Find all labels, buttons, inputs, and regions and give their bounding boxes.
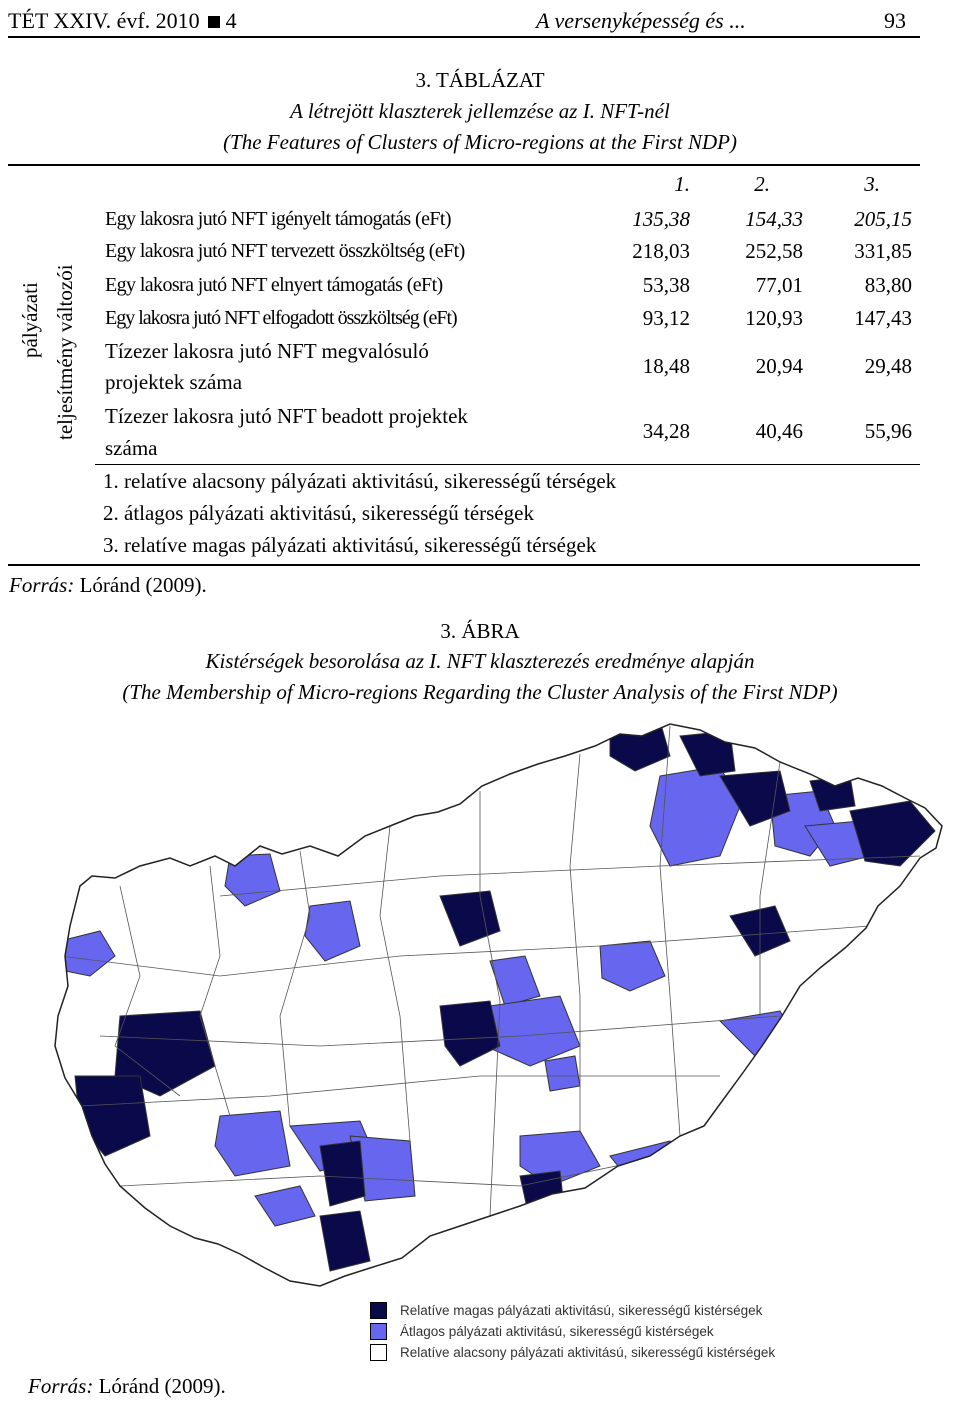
cluster-definition: 3. relatíve magas pályázati aktivitású, sikerességű térségek: [103, 533, 597, 557]
table-cell: 29,48: [864, 354, 912, 378]
row-label: projektek száma: [105, 370, 243, 394]
figure-title-en: (The Membership of Micro-regions Regarding the Cluster Analysis of the First NDP): [122, 680, 838, 704]
table-source: Forrás: Lóránd (2009).: [9, 573, 207, 597]
table-cell: 40,46: [755, 419, 803, 443]
table-cell: 34,28: [642, 419, 690, 443]
row-label: Egy lakosra jutó NFT elfogadott összköltség (eFt): [105, 307, 457, 329]
column-header-3: 3.: [864, 172, 880, 196]
running-title: A versenyképesség és ...: [536, 8, 746, 33]
table-cell: 135,38: [632, 207, 690, 231]
figure-title-hu: Kistérségek besorolása az I. NFT klaszterezés eredménye alapján: [205, 649, 755, 673]
cluster-definition: 2. átlagos pályázati aktivitású, sikerességű térségek: [103, 501, 534, 525]
side-label-line2: teljesítmény változói: [53, 264, 77, 440]
micro-region-map: [20, 716, 950, 1301]
table-label: 3. TÁBLÁZAT: [415, 68, 545, 92]
table-cell: 331,85: [854, 239, 912, 263]
table-title-hu: A létrejött klaszterek jellemzése az I. NFT-nél: [290, 99, 670, 123]
figure-label: 3. ÁBRA: [440, 619, 520, 643]
row-label: Tízezer lakosra jutó NFT megvalósuló: [105, 339, 429, 363]
map-legend: Relatíve magas pályázati aktivitású, sikerességű kistérségek Átlagos pályázati aktivitású, sikerességű kistérségek Relatíve alacsony pályázati aktivitású, sikerességű kistérségek: [370, 1298, 930, 1364]
table-cell: 218,03: [632, 239, 690, 263]
table-title-en: (The Features of Clusters of Micro-regions at the First NDP): [223, 130, 737, 154]
journal-info: TÉT XXIV. évf. 2010 4: [8, 8, 237, 33]
table-bottom-rule: [8, 564, 920, 566]
legend-swatch: [370, 1323, 387, 1340]
row-label: Egy lakosra jutó NFT igényelt támogatás (eFt): [105, 208, 451, 230]
table-cell: 252,58: [745, 239, 803, 263]
row-label: Egy lakosra jutó NFT elnyert támogatás (eFt): [105, 274, 443, 296]
table-cell: 18,48: [642, 354, 690, 378]
legend-swatch: [370, 1344, 387, 1361]
table-cell: 205,15: [854, 207, 912, 231]
table-cell: 55,96: [864, 419, 912, 443]
side-label-line1: pályázati: [18, 282, 42, 358]
table-cell: 83,80: [864, 273, 912, 297]
legend-swatch: [370, 1302, 387, 1319]
table-cell: 120,93: [745, 306, 803, 330]
column-header-1: 1.: [674, 172, 690, 196]
column-header-2: 2.: [754, 172, 770, 196]
table-top-rule: [8, 164, 920, 166]
table-mid-rule: [95, 464, 920, 465]
row-label: Egy lakosra jutó NFT tervezett összköltség (eFt): [105, 240, 465, 262]
running-header: [8, 6, 920, 38]
square-bullet-icon: [208, 16, 220, 28]
page-number: 93: [884, 8, 906, 33]
row-label: száma: [105, 436, 158, 460]
table-cell: 93,12: [642, 306, 690, 330]
table-cell: 53,38: [642, 273, 690, 297]
table-cell: 77,01: [755, 273, 803, 297]
table-cell: 147,43: [854, 306, 912, 330]
row-label: Tízezer lakosra jutó NFT beadott projektek: [105, 404, 468, 428]
figure-source: Forrás: Lóránd (2009).: [28, 1374, 226, 1398]
table-cell: 154,33: [745, 207, 803, 231]
cluster-definition: 1. relatíve alacsony pályázati aktivitású, sikerességű térségek: [103, 469, 617, 493]
table-cell: 20,94: [755, 354, 803, 378]
